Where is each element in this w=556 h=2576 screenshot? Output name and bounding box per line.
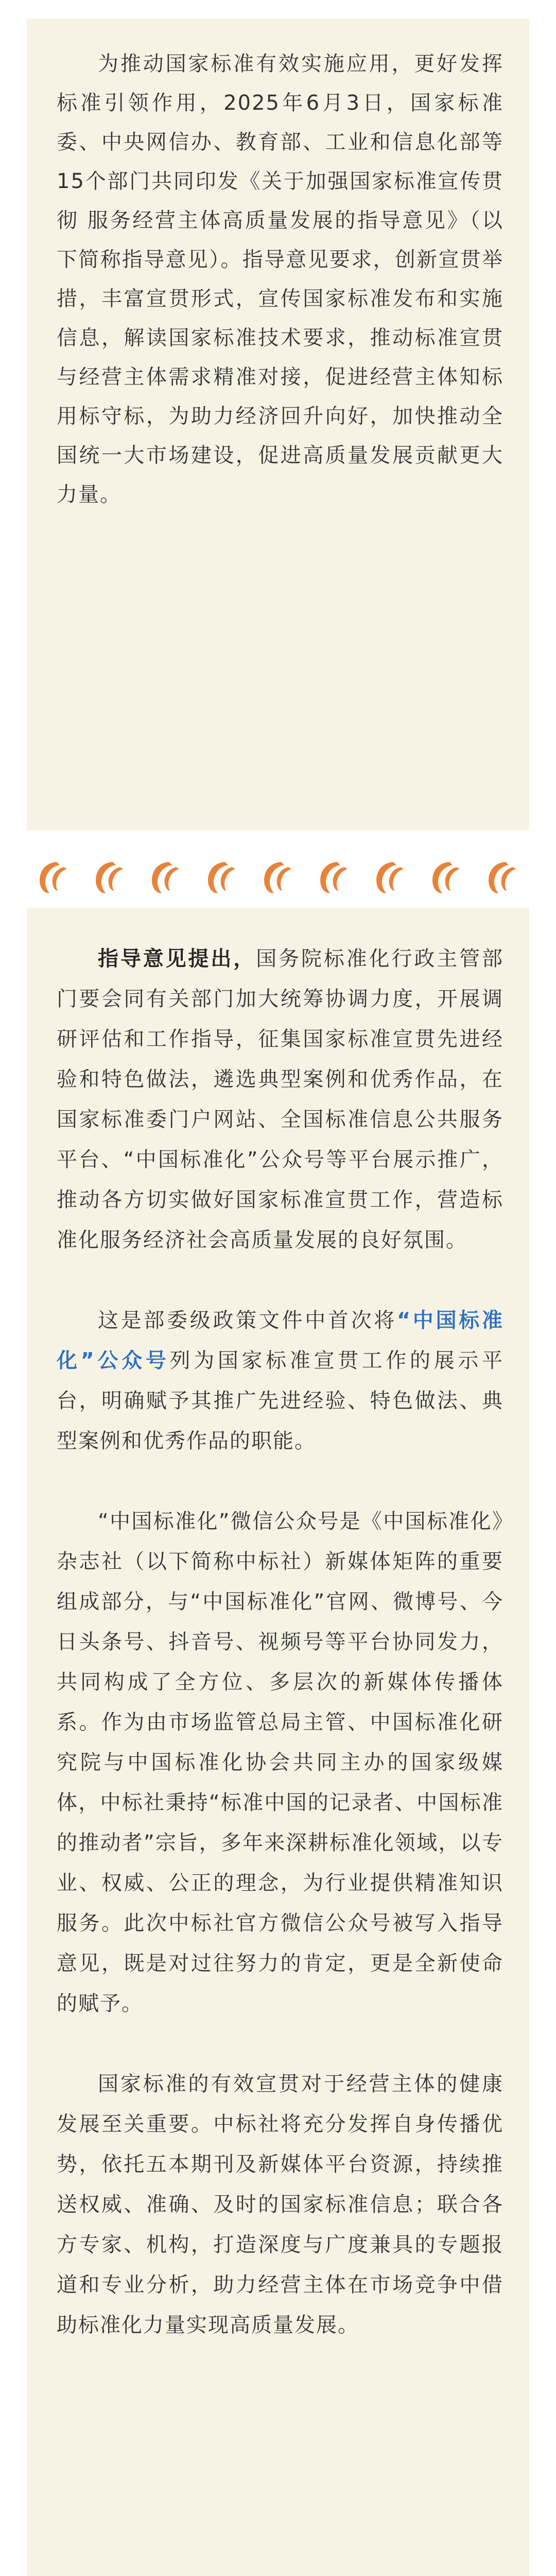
- highlight-account-name: “中国标准化”公众号: [57, 1309, 503, 1372]
- main-panel: [27, 908, 529, 2576]
- crescent-ornament-icon: [317, 859, 352, 896]
- crescent-ornament-icon: [204, 859, 239, 896]
- paragraph-text: 国务院标准化行政主管部门要会同有关部门加大统筹协调力度，开展调研评估和工作指导，征集国家标准宣贯先进经验和特色做法，遴选典型案例和优秀作品，在国家标准委门户网站、全国标准信息公共服务平台、“中国标准化”公众号等平台展示推广，推动各方切实做好国家标准宣贯工作，营造标准化服务经济社会高质量发展的良好氛围。: [57, 947, 504, 1252]
- paragraph-text-after: 列为国家标准宣贯工作的展示平台，明确赋予其推广先进经验、特色做法、典型案例和优秀作品的职能。: [57, 1349, 503, 1453]
- crescent-ornament-icon: [92, 859, 127, 896]
- crescent-ornament-icon: [148, 859, 183, 896]
- paragraph-guidance: [57, 939, 503, 1260]
- ornament-divider: [36, 857, 520, 897]
- intro-paragraph: 为推动国家标准有效实施应用，更好发挥标准引领作用，2025年6月3日，国家标准委、中央网信办、教育部、工业和信息化部等15个部门共同印发《关于加强国家标准宣传贯彻 服务经营主体高质量发展的指导意见》（以下简称指导意见）。指导意见要求，创新宣贯举措，丰富宣贯形式，宣传国家标准发布和实施信息，解读国家标准技术要求，推动标准宣贯与经营主体需求精准对接，促进经营主体知标用标守标，为助力经济回升向好，加快推动全国统一大市场建设，促进高质量发展贡献更大力量。: [57, 52, 503, 506]
- crescent-ornament-icon: [485, 859, 520, 896]
- paragraph-text-before: 这是部委级政策文件中首次将: [98, 1309, 397, 1332]
- paragraph-lead: 指导意见提出，: [98, 947, 256, 971]
- crescent-ornament-icon: [373, 859, 408, 896]
- paragraph-commitment: 国家标准的有效宣贯对于经营主体的健康发展至关重要。中标社将充分发挥自身传播优势，依托五本期刊及新媒体平台资源，持续推送权威、准确、及时的国家标准信息；联合各方专家、机构，打造深度与广度兼具的专题报道和专业分析，助力经营主体在市场竞争中借助标准化力量实现高质量发展。: [57, 2072, 503, 2337]
- crescent-ornament-icon: [36, 859, 71, 896]
- crescent-ornament-icon: [429, 859, 464, 896]
- crescent-ornament-icon: [260, 859, 296, 896]
- intro-panel: [27, 19, 529, 831]
- paragraph-platform: [57, 1300, 503, 1461]
- paragraph-about-account: “中国标准化”微信公众号是《中国标准化》杂志社（以下简称中标社）新媒体矩阵的重要组成部分，与“中国标准化”官网、微博号、今日头条号、抖音号、视频号等平台协同发力，共同构成了全方位、多层次的新媒体传播体系。作为由市场监管总局主管、中国标准化研究院与中国标准化协会共同主办的国家级媒体，中标社秉持“标准中国的记录者、中国标准的推动者”宗旨，多年来深耕标准化领域，以专业、权威、公正的理念，为行业提供精准知识服务。此次中标社官方微信公众号被写入指导意见，既是对过往努力的肯定，更是全新使命的赋予。: [57, 1510, 503, 2015]
